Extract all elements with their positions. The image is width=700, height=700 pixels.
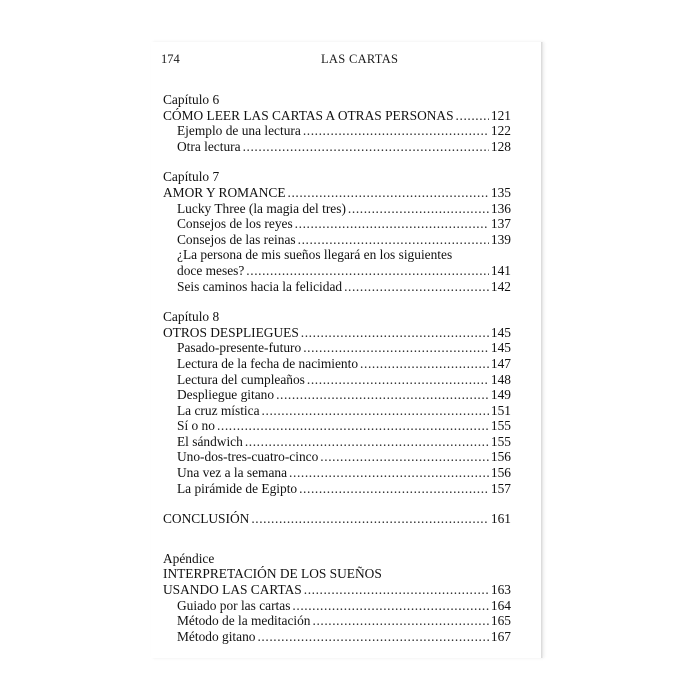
toc-entry bbox=[163, 613, 511, 629]
page-ref: 147 bbox=[490, 355, 511, 371]
toc-entry bbox=[163, 403, 511, 419]
leader-dots bbox=[245, 434, 489, 450]
chapter-6 bbox=[163, 92, 511, 154]
leader-dots bbox=[307, 372, 489, 388]
book-page bbox=[151, 42, 542, 658]
page-ref: 141 bbox=[490, 262, 511, 278]
leader-dots bbox=[289, 465, 489, 481]
toc-entry bbox=[163, 629, 511, 645]
entry-title: Consejos de los reyes bbox=[177, 216, 293, 232]
entry-title: La pirámide de Egipto bbox=[177, 480, 298, 496]
page-ref: 135 bbox=[490, 184, 511, 200]
toc-entry bbox=[163, 418, 511, 434]
page-ref: 148 bbox=[490, 371, 511, 387]
toc-entry bbox=[163, 481, 511, 497]
toc-entry bbox=[163, 387, 511, 403]
entry-title: Lectura de la fecha de nacimiento bbox=[177, 355, 359, 371]
page-ref: 155 bbox=[490, 418, 511, 434]
leader-dots bbox=[251, 511, 489, 527]
toc-entry bbox=[163, 340, 511, 356]
leader-dots bbox=[217, 418, 489, 434]
entry-title: Otra lectura bbox=[177, 138, 241, 154]
entry-title: Una vez a la semana bbox=[177, 465, 288, 481]
page-ref: 164 bbox=[490, 597, 511, 613]
entry-title: Lectura del cumpleaños bbox=[177, 371, 305, 387]
toc-entry bbox=[163, 434, 511, 450]
chapter-title: OTROS DESPLIEGUES bbox=[163, 324, 299, 340]
entry-title: La cruz mística bbox=[177, 402, 260, 418]
entry-title: Ejemplo de una lectura bbox=[177, 123, 301, 139]
leader-dots bbox=[303, 123, 489, 139]
page-ref: 139 bbox=[490, 231, 511, 247]
leader-dots bbox=[303, 340, 489, 356]
appendix bbox=[163, 551, 511, 645]
toc-entry bbox=[163, 216, 511, 232]
chapter-label: Capítulo 8 bbox=[163, 309, 220, 325]
chapter-title: CÓMO LEER LAS CARTAS A OTRAS PERSONAS bbox=[163, 107, 454, 123]
leader-dots bbox=[257, 629, 488, 645]
leader-dots bbox=[262, 403, 489, 419]
entry-title: Sí o no bbox=[177, 418, 215, 434]
page-ref: 155 bbox=[490, 433, 511, 449]
chapter-title: AMOR Y ROMANCE bbox=[163, 184, 286, 200]
conclusion-title: CONCLUSIÓN bbox=[163, 511, 250, 527]
toc-entry bbox=[163, 465, 511, 481]
page-ref: 151 bbox=[490, 402, 511, 418]
leader-dots bbox=[295, 216, 489, 232]
chapter-7 bbox=[163, 169, 511, 294]
entry-title: Consejos de las reinas bbox=[177, 231, 296, 247]
leader-dots bbox=[298, 232, 489, 248]
chapter-label: Capítulo 6 bbox=[163, 92, 220, 107]
table-of-contents bbox=[163, 92, 511, 659]
chapter-title-entry bbox=[163, 108, 511, 124]
running-title: LAS CARTAS bbox=[321, 52, 399, 66]
appendix-title-entry bbox=[163, 582, 511, 598]
leader-dots bbox=[276, 387, 489, 403]
leader-dots bbox=[301, 325, 489, 341]
entry-title: Uno-dos-tres-cuatro-cinco bbox=[177, 449, 319, 465]
toc-entry bbox=[163, 123, 511, 139]
entry-title: Despliegue gitano bbox=[177, 387, 275, 403]
page-ref: 156 bbox=[490, 449, 511, 465]
chapter-title-entry bbox=[163, 325, 511, 341]
page-ref: 165 bbox=[490, 613, 511, 629]
entry-title-wrapped-line: ¿La persona de mis sueños llegará en los siguientes bbox=[177, 247, 453, 263]
toc-entry bbox=[163, 201, 511, 217]
page-ref: 149 bbox=[490, 387, 511, 403]
toc-entry bbox=[163, 372, 511, 388]
page-ref: 145 bbox=[490, 340, 511, 356]
toc-entry bbox=[163, 356, 511, 372]
appendix-title-line-1: INTERPRETACIÓN DE LOS SUEÑOS bbox=[163, 566, 382, 582]
entry-title: doce meses? bbox=[177, 262, 245, 278]
entry-title: Seis caminos hacia la felicidad bbox=[177, 278, 343, 294]
toc-entry bbox=[163, 139, 511, 155]
page-ref: 156 bbox=[490, 465, 511, 481]
conclusion bbox=[163, 511, 511, 527]
chapter-8 bbox=[163, 309, 511, 496]
page-ref: 136 bbox=[490, 200, 511, 216]
entry-title: Método de la meditación bbox=[177, 613, 311, 629]
leader-dots bbox=[360, 356, 489, 372]
leader-dots bbox=[320, 449, 489, 465]
page-ref: 163 bbox=[490, 582, 511, 598]
entry-title: Lucky Three (la magia del tres) bbox=[177, 200, 346, 216]
chapter-label: Capítulo 7 bbox=[163, 169, 220, 185]
page-ref: 142 bbox=[490, 278, 511, 294]
appendix-label: Apéndice bbox=[163, 550, 215, 566]
page-ref: 137 bbox=[490, 216, 511, 232]
entry-title: Pasado-presente-futuro bbox=[177, 340, 302, 356]
page-ref: 121 bbox=[490, 107, 511, 123]
leader-dots bbox=[348, 201, 489, 217]
leader-dots bbox=[288, 185, 489, 201]
leader-dots bbox=[243, 139, 489, 155]
page-number: 174 bbox=[161, 52, 180, 66]
page-ref: 145 bbox=[490, 324, 511, 340]
leader-dots bbox=[292, 598, 488, 614]
toc-entry bbox=[163, 598, 511, 614]
page-ref: 167 bbox=[490, 628, 511, 644]
page-ref: 122 bbox=[490, 123, 511, 139]
conclusion-entry bbox=[163, 511, 511, 527]
toc-entry bbox=[163, 263, 511, 279]
leader-dots bbox=[304, 582, 489, 598]
toc-entry bbox=[163, 449, 511, 465]
leader-dots bbox=[299, 481, 489, 497]
entry-title: El sándwich bbox=[177, 433, 243, 449]
page-ref: 161 bbox=[490, 511, 511, 527]
entry-title: Método gitano bbox=[177, 628, 256, 644]
appendix-title-line-2: USANDO LAS CARTAS bbox=[163, 582, 302, 598]
leader-dots bbox=[344, 279, 489, 295]
entry-title: Guiado por las cartas bbox=[177, 597, 291, 613]
page-ref: 128 bbox=[490, 138, 511, 154]
chapter-title-entry bbox=[163, 185, 511, 201]
leader-dots bbox=[246, 263, 489, 279]
leader-dots bbox=[313, 613, 489, 629]
toc-entry bbox=[163, 232, 511, 248]
running-header bbox=[161, 52, 519, 70]
leader-dots bbox=[456, 108, 489, 124]
toc-entry bbox=[163, 279, 511, 295]
page-ref: 157 bbox=[490, 480, 511, 496]
